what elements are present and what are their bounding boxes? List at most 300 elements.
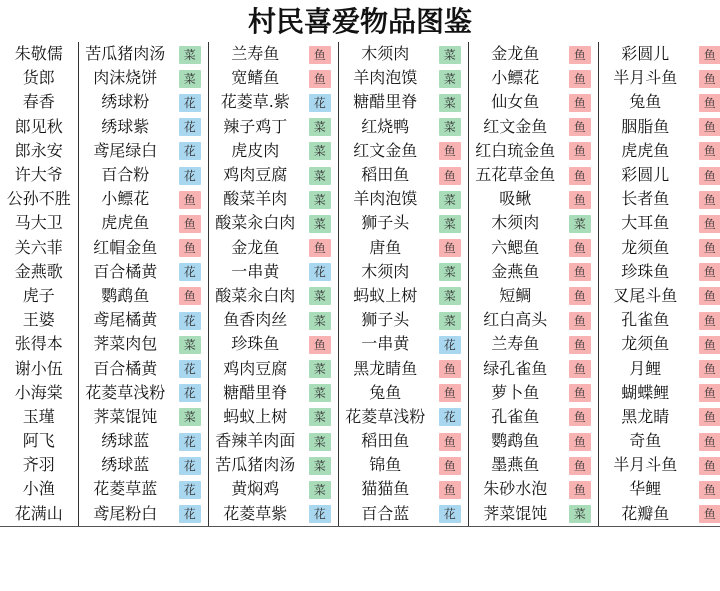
item-name: 一串黄 [208, 260, 302, 284]
item-name: 孔雀鱼 [598, 308, 692, 332]
item-type-cell [302, 502, 338, 527]
item-type-badge: 菜 [179, 46, 201, 64]
table-row [0, 284, 720, 308]
item-name: 荠菜馄饨 [78, 405, 172, 429]
item-type-badge: 鱼 [569, 263, 591, 281]
villager-name: 金燕歌 [0, 260, 78, 284]
item-type-cell [432, 381, 468, 405]
item-name: 鸡肉豆腐 [208, 356, 302, 380]
item-name: 鸡肉豆腐 [208, 163, 302, 187]
item-name: 胭脂鱼 [598, 115, 692, 139]
item-type-cell [432, 477, 468, 501]
item-type-cell [562, 477, 598, 501]
table-row [0, 139, 720, 163]
item-type-badge: 菜 [309, 167, 331, 185]
villager-name: 虎子 [0, 284, 78, 308]
villager-name: 关六菲 [0, 236, 78, 260]
item-type-badge: 鱼 [569, 94, 591, 112]
item-type-badge: 鱼 [439, 433, 461, 451]
table-row [0, 42, 720, 66]
item-type-badge: 鱼 [439, 457, 461, 475]
item-type-cell [302, 356, 338, 380]
item-type-badge: 鱼 [699, 312, 720, 330]
item-name: 小鳔花 [468, 66, 562, 90]
item-name: 珍珠鱼 [208, 332, 302, 356]
item-name: 香辣羊肉面 [208, 429, 302, 453]
item-name: 奇鱼 [598, 429, 692, 453]
item-type-cell [432, 163, 468, 187]
item-name: 锦鱼 [338, 453, 432, 477]
item-type-cell [302, 429, 338, 453]
item-type-cell [302, 477, 338, 501]
item-type-cell [302, 405, 338, 429]
item-type-badge: 菜 [309, 457, 331, 475]
item-name: 朱砂水泡 [468, 477, 562, 501]
item-name: 花菱草浅粉 [78, 381, 172, 405]
villager-name: 货郎 [0, 66, 78, 90]
item-type-badge: 菜 [309, 360, 331, 378]
item-type-badge: 鱼 [439, 360, 461, 378]
item-type-cell [432, 236, 468, 260]
item-type-cell [302, 163, 338, 187]
item-name: 红烧鸭 [338, 115, 432, 139]
item-type-cell [172, 211, 208, 235]
item-type-cell [562, 381, 598, 405]
item-name: 蚂蚁上树 [208, 405, 302, 429]
item-type-cell [432, 211, 468, 235]
villager-name: 齐羽 [0, 453, 78, 477]
item-name: 花瓣鱼 [598, 502, 692, 527]
item-name: 鸢尾绿白 [78, 139, 172, 163]
item-type-cell [432, 284, 468, 308]
item-type-cell [692, 115, 720, 139]
item-type-cell [432, 139, 468, 163]
item-type-cell [692, 139, 720, 163]
item-type-cell [562, 236, 598, 260]
page-title: 村民喜爱物品图鉴 [247, 5, 472, 38]
item-type-cell [562, 429, 598, 453]
item-type-cell [432, 356, 468, 380]
item-type-badge: 花 [309, 505, 331, 523]
item-type-cell [172, 405, 208, 429]
item-name: 墨燕鱼 [468, 453, 562, 477]
item-type-badge: 鱼 [569, 312, 591, 330]
item-type-cell [692, 284, 720, 308]
item-type-badge: 花 [179, 481, 201, 499]
item-type-badge: 花 [439, 408, 461, 426]
item-name: 花菱草.紫 [208, 90, 302, 114]
item-type-badge: 菜 [439, 46, 461, 64]
villager-name: 公孙不胜 [0, 187, 78, 211]
item-type-cell [692, 163, 720, 187]
table-row [0, 163, 720, 187]
item-type-badge: 鱼 [569, 70, 591, 88]
villager-name: 许大爷 [0, 163, 78, 187]
item-type-badge: 菜 [309, 312, 331, 330]
villager-name: 阿飞 [0, 429, 78, 453]
item-name: 辣子鸡丁 [208, 115, 302, 139]
item-type-cell [562, 332, 598, 356]
item-type-badge: 花 [309, 263, 331, 281]
item-type-badge: 鱼 [699, 167, 720, 185]
item-type-badge: 鱼 [309, 336, 331, 354]
table-row [0, 502, 720, 527]
item-type-badge: 鱼 [569, 457, 591, 475]
item-type-badge: 鱼 [569, 384, 591, 402]
table-row [0, 429, 720, 453]
item-type-cell [562, 90, 598, 114]
item-name: 虎虎鱼 [78, 211, 172, 235]
item-type-badge: 鱼 [699, 118, 720, 136]
item-name: 黄焖鸡 [208, 477, 302, 501]
item-type-cell [172, 477, 208, 501]
item-type-cell [172, 356, 208, 380]
item-type-badge: 花 [179, 457, 201, 475]
villager-name: 花满山 [0, 502, 78, 527]
item-type-cell [172, 90, 208, 114]
item-name: 酸菜羊肉 [208, 187, 302, 211]
table-row [0, 66, 720, 90]
item-type-badge: 花 [179, 505, 201, 523]
item-name: 大耳鱼 [598, 211, 692, 235]
item-type-badge: 花 [439, 336, 461, 354]
item-type-badge: 鱼 [699, 215, 720, 233]
villager-name: 张得本 [0, 332, 78, 356]
item-name: 龙须鱼 [598, 236, 692, 260]
item-name: 叉尾斗鱼 [598, 284, 692, 308]
item-name: 黑龙睛鱼 [338, 356, 432, 380]
item-name: 红文金鱼 [468, 115, 562, 139]
item-type-badge: 鱼 [439, 384, 461, 402]
item-type-badge: 鱼 [569, 336, 591, 354]
item-type-badge: 鱼 [569, 408, 591, 426]
item-type-badge: 菜 [569, 505, 591, 523]
item-name: 半月斗鱼 [598, 66, 692, 90]
item-type-badge: 菜 [309, 142, 331, 160]
item-type-cell [302, 284, 338, 308]
item-type-badge: 菜 [439, 287, 461, 305]
favorites-table [0, 42, 720, 527]
table-row [0, 381, 720, 405]
item-name: 红白高头 [468, 308, 562, 332]
item-type-cell [692, 211, 720, 235]
table-row [0, 211, 720, 235]
item-type-cell [562, 284, 598, 308]
item-type-cell [562, 187, 598, 211]
item-name: 华鲤 [598, 477, 692, 501]
item-type-badge: 鱼 [569, 239, 591, 257]
item-type-badge: 鱼 [699, 46, 720, 64]
item-type-badge: 菜 [569, 215, 591, 233]
item-type-cell [692, 66, 720, 90]
item-type-cell [692, 236, 720, 260]
item-name: 绣球粉 [78, 90, 172, 114]
item-type-badge: 鱼 [309, 46, 331, 64]
item-type-badge: 菜 [179, 408, 201, 426]
item-name: 萝卜鱼 [468, 381, 562, 405]
item-name: 木须肉 [468, 211, 562, 235]
item-name: 孔雀鱼 [468, 405, 562, 429]
item-name: 长者鱼 [598, 187, 692, 211]
item-type-cell [172, 187, 208, 211]
item-type-badge: 花 [179, 433, 201, 451]
item-type-badge: 花 [179, 384, 201, 402]
item-type-badge: 鱼 [699, 408, 720, 426]
villager-name: 玉瑾 [0, 405, 78, 429]
item-type-badge: 菜 [439, 70, 461, 88]
item-type-badge: 花 [179, 118, 201, 136]
item-type-badge: 花 [179, 94, 201, 112]
item-name: 苦瓜猪肉汤 [78, 42, 172, 66]
item-type-badge: 鱼 [179, 239, 201, 257]
item-type-badge: 鱼 [699, 263, 720, 281]
item-name: 荠菜肉包 [78, 332, 172, 356]
villager-name: 谢小伍 [0, 356, 78, 380]
item-type-badge: 鱼 [699, 360, 720, 378]
item-type-badge: 鱼 [569, 191, 591, 209]
item-name: 花菱草蓝 [78, 477, 172, 501]
item-type-cell [692, 453, 720, 477]
item-type-cell [562, 42, 598, 66]
item-type-badge: 鱼 [699, 384, 720, 402]
item-type-badge: 鱼 [439, 239, 461, 257]
item-name: 绣球紫 [78, 115, 172, 139]
item-type-badge: 花 [309, 94, 331, 112]
villager-name: 春香 [0, 90, 78, 114]
villager-name: 郎永安 [0, 139, 78, 163]
item-type-badge: 鱼 [699, 239, 720, 257]
item-type-cell [692, 187, 720, 211]
item-name: 稻田鱼 [338, 429, 432, 453]
item-name: 羊肉泡馍 [338, 187, 432, 211]
item-type-badge: 菜 [309, 481, 331, 499]
item-type-badge: 菜 [179, 336, 201, 354]
item-type-cell [172, 42, 208, 66]
item-type-cell [562, 405, 598, 429]
item-type-badge: 鱼 [699, 433, 720, 451]
item-name: 兔鱼 [598, 90, 692, 114]
item-type-badge: 菜 [309, 408, 331, 426]
item-name: 兰寿鱼 [208, 42, 302, 66]
item-type-badge: 鱼 [569, 287, 591, 305]
item-type-badge: 鱼 [699, 481, 720, 499]
item-type-cell [172, 163, 208, 187]
item-name: 红帽金鱼 [78, 236, 172, 260]
item-type-cell [432, 502, 468, 527]
item-type-badge: 鱼 [699, 287, 720, 305]
item-name: 百合橘黄 [78, 356, 172, 380]
item-type-badge: 鱼 [179, 191, 201, 209]
item-name: 红文金鱼 [338, 139, 432, 163]
item-type-badge: 鱼 [439, 481, 461, 499]
item-name: 百合粉 [78, 163, 172, 187]
item-type-cell [432, 429, 468, 453]
item-type-cell [432, 187, 468, 211]
table-row [0, 356, 720, 380]
item-name: 五花草金鱼 [468, 163, 562, 187]
item-name: 鹦鹉鱼 [78, 284, 172, 308]
table-row [0, 90, 720, 114]
item-type-cell [692, 405, 720, 429]
item-type-cell [172, 260, 208, 284]
item-name: 虎虎鱼 [598, 139, 692, 163]
item-type-cell [302, 260, 338, 284]
item-type-badge: 菜 [309, 191, 331, 209]
item-type-badge: 菜 [309, 118, 331, 136]
item-type-badge: 花 [179, 360, 201, 378]
item-name: 短鲷 [468, 284, 562, 308]
item-type-cell [562, 453, 598, 477]
villager-name: 小渔 [0, 477, 78, 501]
villager-name: 朱敬儒 [0, 42, 78, 66]
item-type-cell [432, 332, 468, 356]
item-name: 酸菜汆白肉 [208, 284, 302, 308]
item-type-cell [562, 356, 598, 380]
item-name: 六鳃鱼 [468, 236, 562, 260]
item-name: 蝴蝶鲤 [598, 381, 692, 405]
item-type-cell [692, 308, 720, 332]
villager-name: 王婆 [0, 308, 78, 332]
item-name: 酸菜汆白肉 [208, 211, 302, 235]
item-type-cell [692, 429, 720, 453]
item-type-cell [692, 477, 720, 501]
item-name: 羊肉泡馍 [338, 66, 432, 90]
item-type-badge: 菜 [439, 263, 461, 281]
item-type-cell [692, 381, 720, 405]
item-type-cell [172, 236, 208, 260]
item-type-badge: 鱼 [569, 118, 591, 136]
item-type-cell [172, 429, 208, 453]
item-type-badge: 花 [439, 505, 461, 523]
item-name: 花菱草紫 [208, 502, 302, 527]
item-type-badge: 鱼 [699, 191, 720, 209]
item-name: 彩圆儿 [598, 42, 692, 66]
item-name: 鸢尾橘黄 [78, 308, 172, 332]
item-type-badge: 花 [179, 167, 201, 185]
item-name: 百合橘黄 [78, 260, 172, 284]
item-name: 绿孔雀鱼 [468, 356, 562, 380]
item-type-cell [302, 453, 338, 477]
item-name: 一串黄 [338, 332, 432, 356]
item-type-badge: 菜 [439, 215, 461, 233]
item-name: 木须肉 [338, 260, 432, 284]
item-name: 兰寿鱼 [468, 332, 562, 356]
item-type-badge: 鱼 [699, 457, 720, 475]
item-type-cell [692, 42, 720, 66]
item-type-badge: 鱼 [179, 215, 201, 233]
item-name: 狮子头 [338, 211, 432, 235]
item-type-cell [692, 502, 720, 527]
table-row [0, 332, 720, 356]
item-type-badge: 菜 [439, 118, 461, 136]
item-name: 兔鱼 [338, 381, 432, 405]
item-name: 半月斗鱼 [598, 453, 692, 477]
table-row [0, 236, 720, 260]
item-type-badge: 鱼 [439, 167, 461, 185]
item-name: 红白琉金鱼 [468, 139, 562, 163]
item-type-cell [172, 66, 208, 90]
item-type-badge: 鱼 [569, 360, 591, 378]
item-type-cell [302, 381, 338, 405]
item-type-cell [562, 66, 598, 90]
item-type-cell [432, 115, 468, 139]
item-type-cell [562, 163, 598, 187]
item-type-cell [562, 260, 598, 284]
item-type-cell [172, 284, 208, 308]
item-name: 月鲤 [598, 356, 692, 380]
item-type-cell [172, 308, 208, 332]
item-type-badge: 鱼 [569, 167, 591, 185]
item-type-cell [172, 381, 208, 405]
item-type-badge: 鱼 [569, 433, 591, 451]
item-name: 金龙鱼 [208, 236, 302, 260]
table-row [0, 405, 720, 429]
item-type-cell [302, 66, 338, 90]
item-name: 肉沫烧饼 [78, 66, 172, 90]
table-row [0, 187, 720, 211]
item-name: 虎皮肉 [208, 139, 302, 163]
item-name: 唐鱼 [338, 236, 432, 260]
item-type-cell [432, 42, 468, 66]
item-name: 珍珠鱼 [598, 260, 692, 284]
villager-name: 小海棠 [0, 381, 78, 405]
item-name: 糖醋里脊 [208, 381, 302, 405]
item-type-badge: 菜 [309, 433, 331, 451]
item-name: 木须肉 [338, 42, 432, 66]
item-name: 小鳔花 [78, 187, 172, 211]
item-type-badge: 菜 [439, 94, 461, 112]
item-type-badge: 鱼 [569, 46, 591, 64]
table-row [0, 453, 720, 477]
item-type-badge: 花 [179, 312, 201, 330]
item-type-badge: 菜 [309, 384, 331, 402]
item-name: 金龙鱼 [468, 42, 562, 66]
item-name: 鱼香肉丝 [208, 308, 302, 332]
item-type-cell [302, 115, 338, 139]
item-type-cell [302, 211, 338, 235]
villager-name: 马大卫 [0, 211, 78, 235]
item-name: 金燕鱼 [468, 260, 562, 284]
item-type-cell [562, 115, 598, 139]
item-type-cell [562, 308, 598, 332]
item-type-cell [432, 405, 468, 429]
item-type-cell [302, 332, 338, 356]
item-name: 鸢尾粉白 [78, 502, 172, 527]
item-type-cell [302, 42, 338, 66]
item-type-cell [172, 139, 208, 163]
item-type-badge: 鱼 [179, 287, 201, 305]
item-type-cell [692, 260, 720, 284]
item-type-cell [172, 502, 208, 527]
item-type-cell [302, 236, 338, 260]
item-type-badge: 菜 [179, 70, 201, 88]
item-type-badge: 鱼 [699, 70, 720, 88]
item-type-badge: 鱼 [699, 142, 720, 160]
item-type-cell [172, 332, 208, 356]
item-type-cell [562, 211, 598, 235]
item-name: 彩圆儿 [598, 163, 692, 187]
item-type-cell [692, 332, 720, 356]
item-type-cell [692, 356, 720, 380]
item-type-badge: 菜 [309, 215, 331, 233]
item-type-cell [692, 90, 720, 114]
item-type-cell [302, 187, 338, 211]
item-name: 龙须鱼 [598, 332, 692, 356]
table-row [0, 308, 720, 332]
item-name: 荠菜馄饨 [468, 502, 562, 527]
table-row [0, 477, 720, 501]
item-name: 绣球蓝 [78, 453, 172, 477]
